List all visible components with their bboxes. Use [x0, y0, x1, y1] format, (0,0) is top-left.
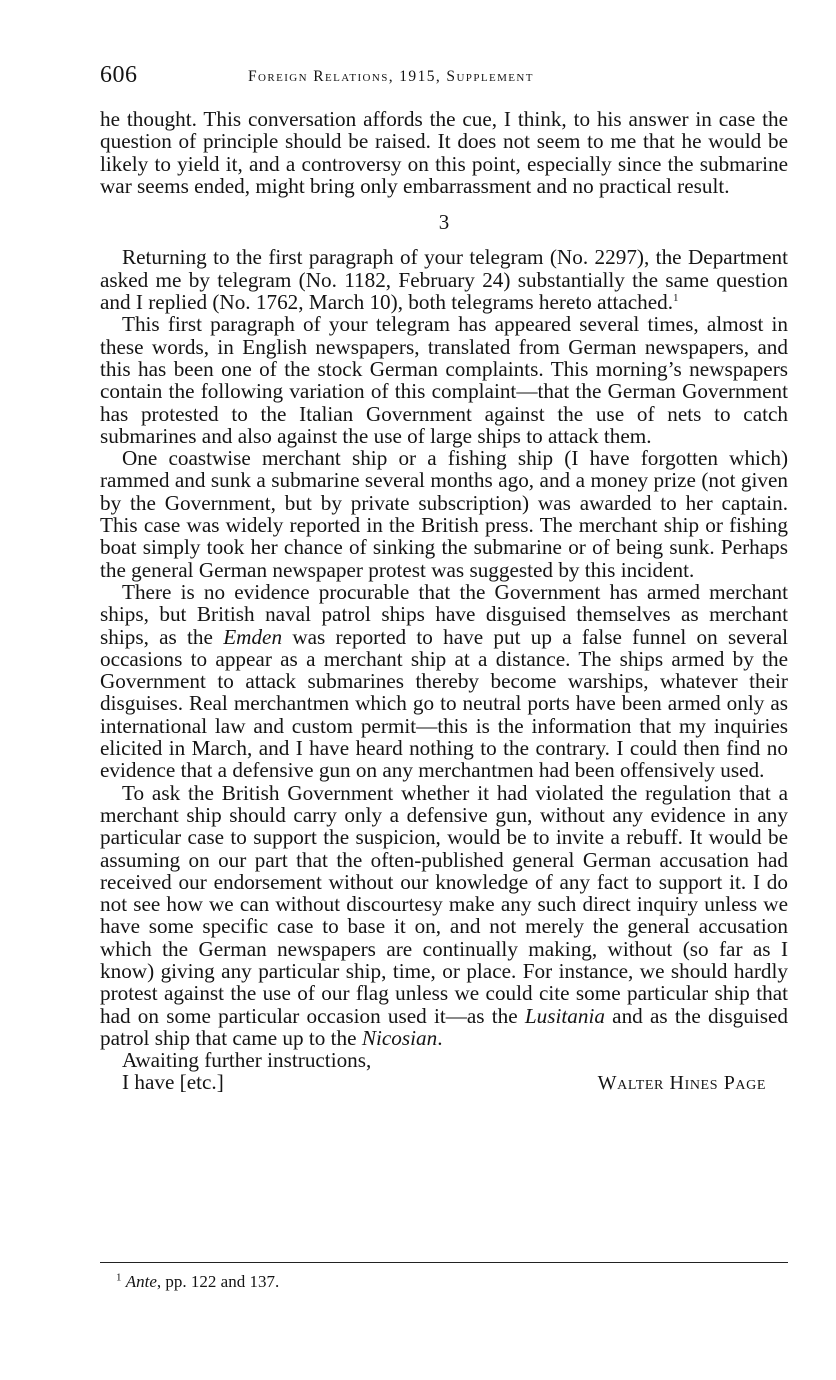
- page-number: 606: [100, 62, 138, 88]
- footnote-text: , pp. 122 and 137.: [156, 1272, 280, 1291]
- footnote-marker: 1: [116, 1271, 122, 1284]
- paragraph-4-text-a: There is no evidence procurable that the Government has armed merchant ships, but British naval patrol ships have disguised themselves as merchant ships, as the: [100, 579, 788, 649]
- paragraph-5-text-c: .: [437, 1025, 443, 1050]
- paragraph-5: [100, 782, 788, 1050]
- paragraph-4-text-b: was reported to have put up a false funnel on several occasions to appear as a merchant ship at a distance. The ships armed by the Government to attack submarines thereby become warships, whatever their disguises. Real merchantmen which go to neutral ports have been armed only as international law and custom permit—this is the information that my inquiries elicited in March, and I have heard nothing to the contrary. I could then find no evidence that a defensive gun on any merchantmen had been offensively used.: [100, 624, 788, 783]
- paragraph-1-text: Returning to the first paragraph of your telegram (No. 2297), the Department asked me by telegram (No. 1182, February 24) substantially the same question and I replied (No. 1762, March 10), both telegrams hereto attached.: [100, 245, 788, 315]
- signature: Walter Hines Page: [597, 1072, 766, 1095]
- paragraph-2: This first paragraph of your telegram has appeared several times, almost in these words, in English newspapers, translated from German newspapers, and this has been one of the stock German complaints. This morning’s newspapers contain the following variation of this complaint—that the German Government has protested to the Italian Government against the use of nets to catch submarines and also against the use of large ships to attack them.: [100, 312, 788, 448]
- ship-name-emden: Emden: [223, 624, 283, 649]
- closing-line: Awaiting further instructions,: [122, 1048, 372, 1073]
- footnote: [116, 1272, 279, 1292]
- paragraph-4: [100, 581, 788, 782]
- footnote-divider: [100, 1262, 788, 1263]
- paragraph-5-text-b: and as the disguised patrol ship that came up to the: [100, 1003, 788, 1050]
- page-header: [100, 62, 790, 90]
- letter-body: [100, 108, 788, 1095]
- ship-name-lusitania: Lusitania: [524, 1003, 605, 1028]
- paragraph-3: One coastwise merchant ship or a fishing ship (I have forgotten which) rammed and sunk a submarine several months ago, and a money prize (not given by the Government, but by private subscription) was awarded to her captain. This case was widely reported in the British press. The merchant ship or fishing boat simply took her chance of sinking the submarine or of being sunk. Perhaps the general German newspaper protest was suggested by this incident.: [100, 446, 788, 582]
- signature-row: [100, 1071, 788, 1095]
- section-number: 3: [438, 210, 450, 235]
- running-head: Foreign Relations, 1915, Supplement: [248, 68, 534, 85]
- paragraph-continued: he thought. This conversation affords the cue, I think, to his answer in case the question of principle should be raised. It does not seem to me that he would be likely to yield it, and a controversy on this point, especially since the submarine war seems ended, might bring only embarrassment and no practical result.: [100, 107, 788, 198]
- footnote-ref-ante: Ante: [125, 1272, 157, 1291]
- ship-name-nicosian: Nicosian: [361, 1025, 438, 1050]
- paragraph-1: [100, 246, 788, 313]
- footnote-ref: 1: [673, 292, 679, 305]
- paragraph-5-text-a: To ask the British Government whether it had violated the regulation that a merchant ship should carry only a defensive gun, without any evidence in any particular case to support the suspicion, would be to invite a rebuff. It would be assuming on our part that the often-published general German accusation had received our endorsement without our knowledge of any fact to support it. I do not see how we can without discourtesy make any such direct inquiry unless we have some specific case to base it on, and not merely the general accusation which the German newspapers are continually making, without (so far as I know) giving any particular ship, time, or place. For instance, we should hardly protest against the use of our flag unless we could cite some particular ship that had on some particular occasion used it—as the: [100, 780, 788, 1028]
- salutation: I have [etc.]: [122, 1070, 224, 1095]
- closing-block: [100, 1049, 788, 1095]
